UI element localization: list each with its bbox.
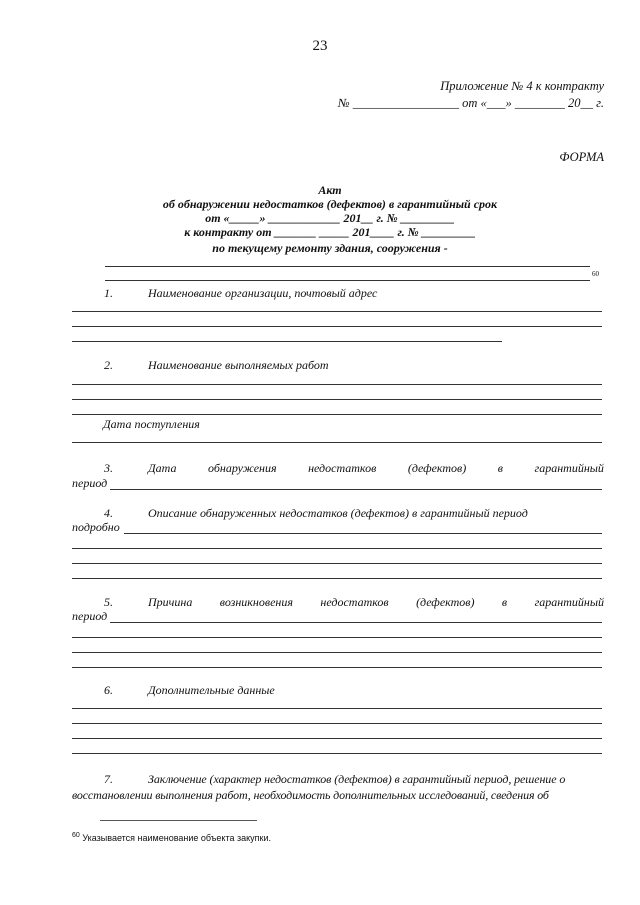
page-number: 23 xyxy=(312,38,328,54)
section-6-line-2[interactable] xyxy=(72,723,602,724)
section-1-line-2[interactable] xyxy=(72,326,602,327)
contract-reference: к контракту от _______ _____ 201____ г. № _________ xyxy=(184,225,476,239)
act-date-number: от «_____» ____________ 201__ г. № _________ xyxy=(205,211,455,225)
form-label: ФОРМА xyxy=(559,150,604,164)
section-2-line-3[interactable] xyxy=(72,414,602,415)
appendix-line-1: Приложение № 4 к контракту xyxy=(440,79,604,93)
act-subtitle: об обнаружении недостатков (дефектов) в гарантийный срок xyxy=(162,197,498,211)
footnote-mark: 60 xyxy=(72,832,80,839)
section-3-word: гарантийный xyxy=(534,461,604,475)
section-5-word: (дефектов) xyxy=(416,595,475,609)
section-4-continuation: подробно xyxy=(72,520,120,534)
section-1-line-1[interactable] xyxy=(72,311,602,312)
section-7-number: 7. xyxy=(104,772,113,786)
section-3-word: обнаружения xyxy=(207,461,277,475)
section-2-line-1[interactable] xyxy=(72,384,602,385)
section-5-word: Причина xyxy=(148,595,193,609)
section-5-continuation: период xyxy=(72,609,108,623)
section-3-word: Дата xyxy=(148,461,177,475)
footnote-separator xyxy=(100,820,257,821)
section-2-label: Наименование выполняемых работ xyxy=(148,358,329,372)
section-5-word: гарантийный xyxy=(534,595,604,609)
appendix-line-2: № _________________ от «___» ________ 20__ г. xyxy=(337,96,604,110)
section-3-continuation: период xyxy=(72,476,108,490)
object-name-line-1[interactable] xyxy=(105,266,590,267)
section-6-number: 6. xyxy=(104,683,113,697)
section-5-word: возникновения xyxy=(219,595,293,609)
act-title: Акт xyxy=(318,183,342,197)
footnote-text: Указывается наименование объекта закупки. xyxy=(82,833,271,843)
receipt-date-label: Дата поступления xyxy=(103,417,200,431)
section-5-label xyxy=(148,595,604,610)
receipt-date-line[interactable] xyxy=(72,442,602,443)
section-3-number: 3. xyxy=(104,461,113,475)
section-5-word: в xyxy=(501,595,508,609)
section-2-line-2[interactable] xyxy=(72,399,602,400)
appendix-header xyxy=(338,78,604,112)
section-1-line-3[interactable] xyxy=(72,341,502,342)
section-6-line-1[interactable] xyxy=(72,708,602,709)
section-5-word: недостатков xyxy=(320,595,389,609)
section-3-label xyxy=(148,461,604,476)
footnote xyxy=(72,832,271,843)
section-2-number: 2. xyxy=(104,358,113,372)
section-3-word: в xyxy=(497,461,504,475)
section-1-number: 1. xyxy=(104,286,113,300)
section-5-line-4[interactable] xyxy=(72,667,602,668)
section-4-number: 4. xyxy=(104,506,113,520)
section-7-text-line-1: Заключение (характер недостатков (дефектов) в гарантийный период, решение о xyxy=(148,772,566,786)
section-3-word: (дефектов) xyxy=(407,461,467,475)
section-3-line-1[interactable] xyxy=(110,489,602,490)
footnote-reference: 60 xyxy=(592,270,599,278)
section-6-line-3[interactable] xyxy=(72,738,602,739)
section-5-number: 5. xyxy=(104,595,113,609)
section-6-line-4[interactable] xyxy=(72,753,602,754)
section-4-line-3[interactable] xyxy=(72,563,602,564)
section-3-word: недостатков xyxy=(308,461,377,475)
section-6-label: Дополнительные данные xyxy=(148,683,275,697)
repair-object-label: по текущему ремонту здания, сооружения - xyxy=(212,241,448,255)
section-4-label: Описание обнаруженных недостатков (дефектов) в гарантийный период xyxy=(148,506,528,520)
section-5-line-2[interactable] xyxy=(72,637,602,638)
section-4-line-2[interactable] xyxy=(72,548,602,549)
object-name-line-2[interactable] xyxy=(105,280,590,281)
section-4-line-4[interactable] xyxy=(72,578,602,579)
section-5-line-3[interactable] xyxy=(72,652,602,653)
section-4-line-1[interactable] xyxy=(124,533,602,534)
section-1-label: Наименование организации, почтовый адрес xyxy=(148,286,378,300)
section-7-text-line-2: восстановлении выполнения работ, необходимость дополнительных исследований, сведения об xyxy=(72,788,549,802)
section-5-line-1[interactable] xyxy=(110,622,602,623)
